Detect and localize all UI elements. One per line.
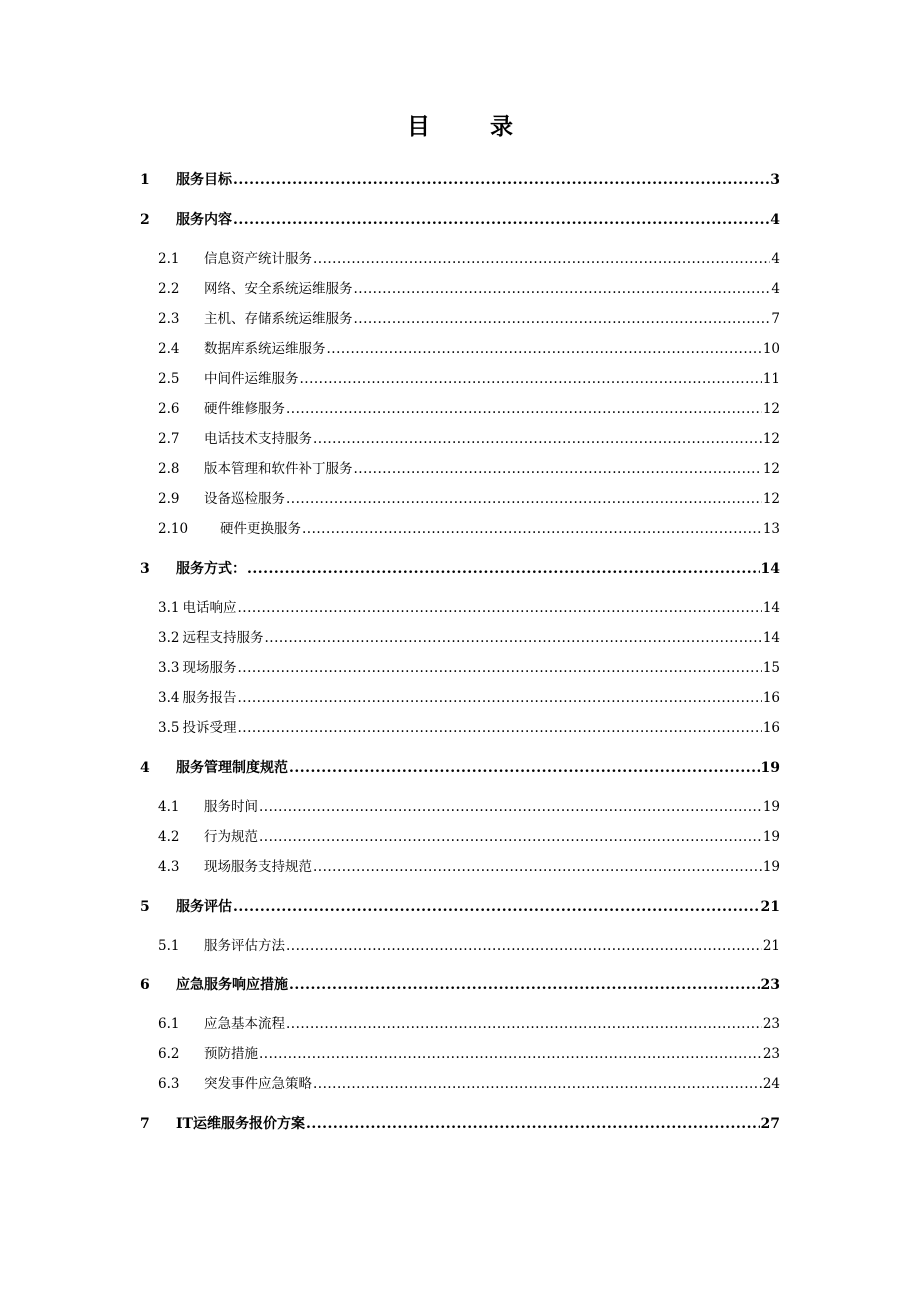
toc-entry[interactable] [158,796,780,818]
toc-entry[interactable] [158,1043,780,1065]
toc-dot-leader [286,488,762,510]
toc-dot-leader [233,896,760,918]
toc-entry-title: 电话响应 [182,600,237,616]
toc-entry-page: 23 [762,1016,780,1032]
toc-entry-number: 4.2 [158,829,180,845]
toc-entry-page: 19 [762,859,780,875]
toc-entry-page: 12 [762,431,780,447]
toc-dot-leader [259,826,762,848]
toc-entry-title: 数据库系统运维服务 [204,341,326,357]
toc-entry-page: 15 [762,660,780,676]
toc-entry[interactable] [158,488,780,510]
toc-dot-leader [313,428,762,450]
toc-entry-title: 设备巡检服务 [204,491,285,507]
toc-entry-number: 2.2 [158,281,180,297]
toc-entry[interactable] [158,458,780,480]
toc-entry-page: 13 [762,521,780,537]
toc-entry-number: 6.2 [158,1046,180,1062]
toc-entry-title: 投诉受理 [182,720,237,736]
toc-entry[interactable] [158,717,780,739]
toc-entry-title: 现场服务 [182,660,237,676]
toc-entry-number: 4.3 [158,859,180,875]
toc-dot-leader [259,1043,762,1065]
toc-entry-page: 10 [762,341,780,357]
toc-entry-page: 14 [760,561,780,577]
toc-dot-leader [289,974,760,996]
toc-dot-leader [302,518,762,540]
toc-dot-leader [313,856,762,878]
toc-entry-number: 6.1 [158,1016,180,1032]
toc-entry-title: 网络、安全系统运维服务 [204,281,353,297]
toc-dot-leader [237,717,761,739]
toc-entry-page: 16 [762,690,780,706]
toc-entry[interactable] [140,757,780,779]
toc-entry-page: 19 [762,799,780,815]
toc-entry-title: 中间件运维服务 [204,371,299,387]
toc-entry-title: IT运维服务报价方案 [176,1116,305,1132]
toc-entry-number: 6 [140,977,150,993]
toc-dot-leader [259,796,762,818]
toc-entry[interactable] [158,1013,780,1035]
toc-entry-number: 2.1 [158,251,180,267]
toc-dot-leader [237,597,761,619]
toc-entry-page: 7 [771,311,780,327]
toc-dot-leader [354,278,771,300]
toc-dot-leader [233,209,769,231]
toc-entry[interactable] [158,597,780,619]
toc-entry-number: 2.5 [158,371,180,387]
toc-dot-leader [289,757,760,779]
toc-entry-number: 2.4 [158,341,180,357]
toc-entry-title: 服务时间 [204,799,258,815]
toc-entry-title: 行为规范 [204,829,258,845]
toc-entry[interactable] [158,248,780,270]
toc-entry-number: 2.7 [158,431,180,447]
toc-entry-page: 24 [762,1076,780,1092]
toc-entry[interactable] [158,1073,780,1095]
toc-entry[interactable] [140,974,780,996]
toc-entry-page: 4 [771,251,780,267]
toc-entry-page: 23 [760,977,780,993]
toc-entry-number: 3.2 [158,630,180,646]
toc-entry[interactable] [158,935,780,957]
toc-entry-page: 21 [762,938,780,954]
toc-entry-title: 主机、存储系统运维服务 [204,311,353,327]
toc-entry-title: 电话技术支持服务 [204,431,312,447]
toc-entry-number: 3 [140,561,150,577]
toc-entry-number: 2.10 [158,521,189,537]
toc-entry-page: 21 [760,899,780,915]
toc-entry[interactable] [158,338,780,360]
toc-entry-page: 4 [771,281,780,297]
toc-entry-title: 服务评估方法 [204,938,285,954]
toc-entry-page: 14 [762,630,780,646]
toc-entry-number: 3.3 [158,660,180,676]
toc-entry-page: 23 [762,1046,780,1062]
toc-title: 目 录 [406,113,539,140]
toc-dot-leader [247,558,760,580]
toc-entry[interactable] [140,209,780,231]
toc-entry[interactable] [140,169,780,191]
toc-entry-number: 2.3 [158,311,180,327]
toc-entry-page: 19 [762,829,780,845]
toc-dot-leader [233,169,769,191]
toc-entry[interactable] [158,657,780,679]
toc-entry[interactable] [140,896,780,918]
toc-entry-title: 服务评估 [176,899,232,915]
toc-entry-number: 3.5 [158,720,180,736]
toc-entry-page: 12 [762,461,780,477]
toc-dot-leader [286,935,762,957]
toc-dot-leader [286,398,762,420]
toc-dot-leader [264,627,761,649]
toc-entry-number: 6.3 [158,1076,180,1092]
toc-entry-page: 27 [760,1116,780,1132]
toc-dot-leader [306,1113,760,1135]
toc-entry-title: 服务内容 [176,212,232,228]
toc-entry-page: 16 [762,720,780,736]
toc-entry[interactable] [158,368,780,390]
toc-entry[interactable] [158,826,780,848]
toc-entry-number: 1 [140,172,150,188]
toc-entry[interactable] [158,687,780,709]
toc-entry-title: 现场服务支持规范 [204,859,312,875]
toc-entry-page: 11 [762,371,780,387]
toc-entry[interactable] [158,518,780,540]
toc-entry-page: 3 [770,172,780,188]
toc-entry-number: 2 [140,212,150,228]
toc-entry[interactable] [158,278,780,300]
toc-dot-leader [313,248,770,270]
toc-entry-page: 12 [762,491,780,507]
toc-entry-title: 应急服务响应措施 [176,977,288,993]
toc-entry-title: 服务目标 [176,172,232,188]
toc-dot-leader [327,338,762,360]
toc-entry-number: 4 [140,760,150,776]
toc-entry-title: 版本管理和软件补丁服务 [204,461,353,477]
toc-entry-number: 2.9 [158,491,180,507]
toc-entry-title: 远程支持服务 [182,630,264,646]
toc-entry-number: 4.1 [158,799,180,815]
toc-entry[interactable] [158,856,780,878]
toc-entry-title: 信息资产统计服务 [204,251,312,267]
toc-entry-title: 硬件维修服务 [204,401,285,417]
toc-entry-number: 5.1 [158,938,180,954]
toc-entry-title: 服务管理制度规范 [176,760,288,776]
toc-entry-page: 12 [762,401,780,417]
toc-entry[interactable] [158,398,780,420]
toc-entry-number: 3.1 [158,600,180,616]
toc-entry-title: 突发事件应急策略 [204,1076,312,1092]
toc-dot-leader [354,458,762,480]
toc-entry-title: 服务方式： [176,561,246,577]
toc-entry-title: 服务报告 [182,690,237,706]
toc-entry-title: 预防措施 [204,1046,258,1062]
toc-entry-page: 19 [760,760,780,776]
toc-dot-leader [237,687,761,709]
toc-dot-leader [286,1013,762,1035]
toc-entry-number: 7 [140,1116,150,1132]
toc-dot-leader [354,308,771,330]
toc-entry-page: 14 [762,600,780,616]
toc-entry-number: 3.4 [158,690,180,706]
toc-entry[interactable] [158,428,780,450]
toc-entry-page: 4 [770,212,780,228]
toc-entry-title: 硬件更换服务 [220,521,301,537]
toc-entry-number: 2.8 [158,461,180,477]
toc-entry[interactable] [140,1113,780,1135]
toc-entry-title: 应急基本流程 [204,1016,285,1032]
toc-dot-leader [313,1073,762,1095]
toc-entry[interactable] [158,308,780,330]
toc-entry[interactable] [140,558,780,580]
toc-entry-number: 2.6 [158,401,180,417]
toc-dot-leader [237,657,761,679]
toc-entry[interactable] [158,627,780,649]
toc-entry-number: 5 [140,899,150,915]
toc-dot-leader [300,368,762,390]
